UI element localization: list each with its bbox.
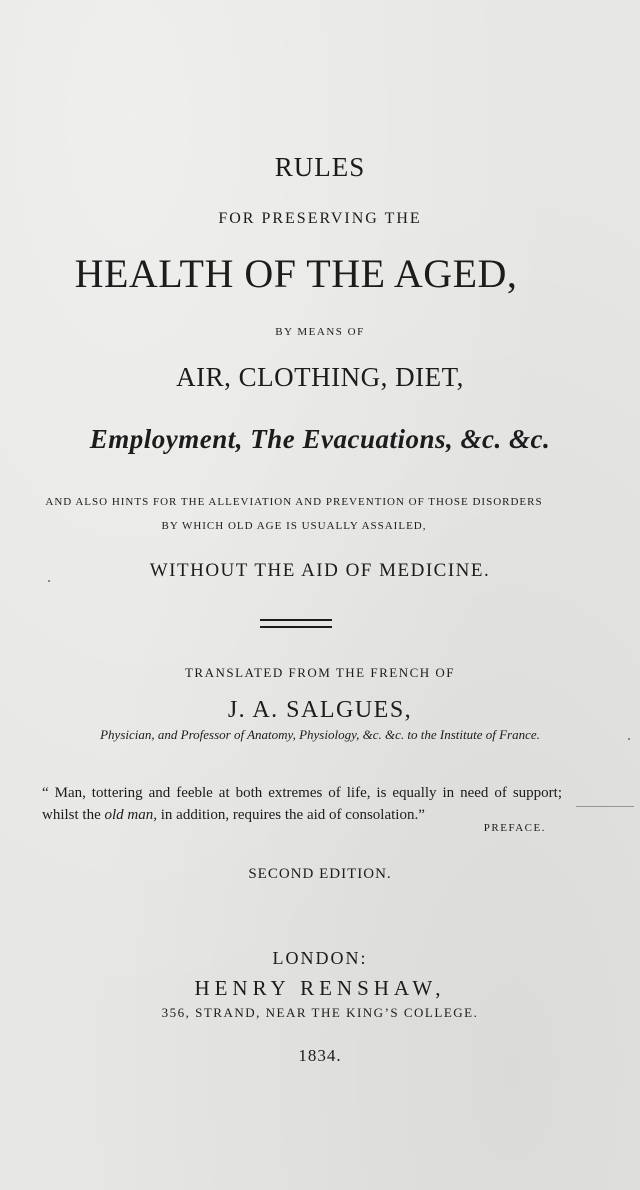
paper-speck <box>628 738 630 740</box>
title-rules: RULES <box>274 152 366 182</box>
imprint-address: 356, STRAND, NEAR THE KING’S COLLEGE. <box>161 1005 479 1020</box>
imprint-city: LONDON: <box>272 948 368 968</box>
epigraph-quote <box>42 782 562 826</box>
quote-part-2: in addition, requires the aid of consolation.” <box>157 807 425 823</box>
imprint-year: 1834. <box>298 1046 342 1065</box>
translated-from-line: TRANSLATED FROM THE FRENCH OF <box>184 665 456 680</box>
author-name: J. A. SALGUES, <box>227 697 413 723</box>
hints-paragraph: AND ALSO HINTS FOR THE ALLEVIATION AND PREVENTION OF THOSE DISORDERS BY WHICH OLD AGE IS USUALLY ASSAILED, <box>45 496 543 532</box>
quote-source: PREFACE. <box>483 822 546 834</box>
by-means-of-label: BY MEANS OF <box>275 326 365 338</box>
double-rule-bottom <box>260 626 332 628</box>
subtitle-for-preserving: FOR PRESERVING THE <box>218 210 422 227</box>
imprint-publisher: HENRY RENSHAW, <box>194 976 446 1000</box>
edition-label: SECOND EDITION. <box>248 866 392 882</box>
quote-emphasis: old man, <box>104 807 157 823</box>
employment-evacuations-line: Employment, The Evacuations, &c. &c. <box>89 424 551 454</box>
double-rule-top <box>260 619 332 621</box>
quote-part-1: “ Man, tottering and feeble at both extremes of life, is equally in need of support; whilst the <box>42 785 562 823</box>
paper-scratch <box>576 806 634 807</box>
without-medicine-line: WITHOUT THE AID OF MEDICINE. <box>149 560 491 581</box>
author-credentials: Physician, and Professor of Anatomy, Physiology, &c. &c. to the Institute of France. <box>100 727 540 742</box>
paper-speck <box>48 580 50 582</box>
main-title: HEALTH OF THE AGED, <box>74 251 518 296</box>
air-clothing-diet-line: AIR, CLOTHING, DIET, <box>176 362 464 392</box>
